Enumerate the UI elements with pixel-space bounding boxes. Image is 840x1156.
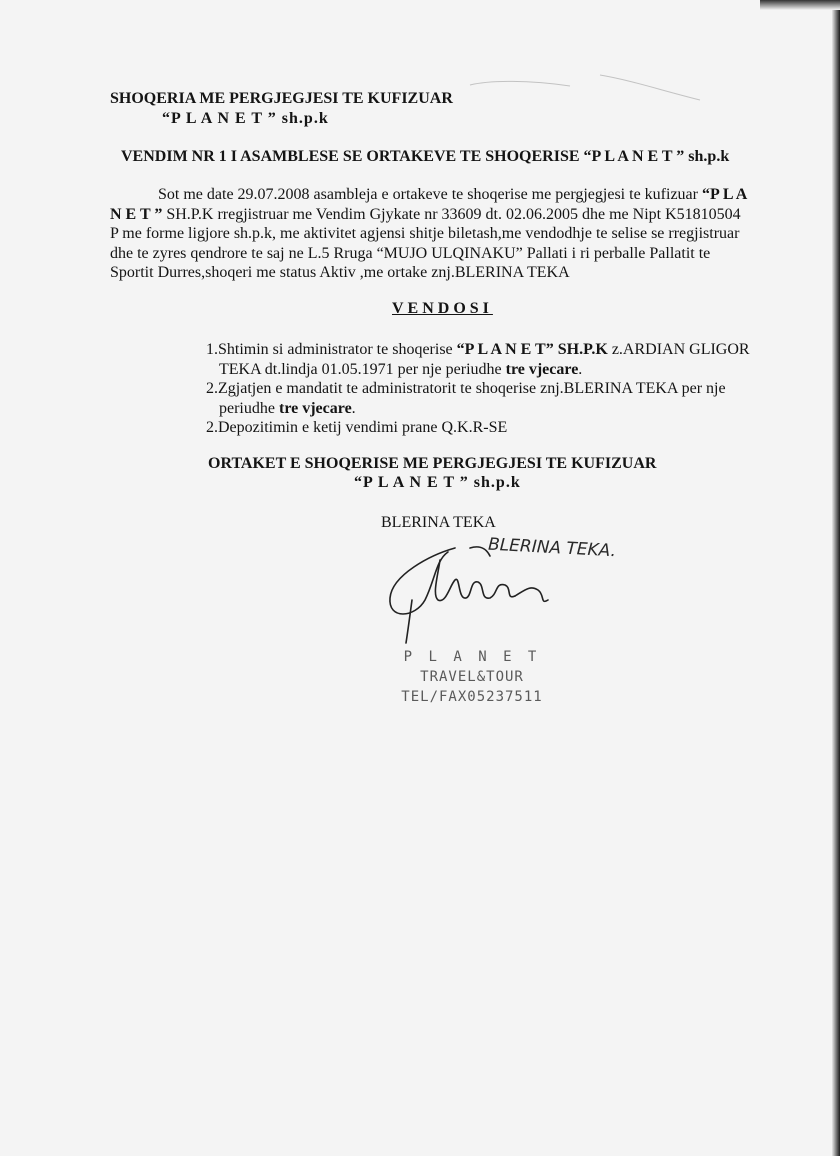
intro-line4: dhe te zyres qendrore te saj ne L.5 Rruga “MUJO ULQINAKU” Pallati i ri perballe Pallatit te (110, 244, 711, 262)
item1-company: “P L A N E T” SH.P.K (456, 341, 608, 358)
intro-line2: SH.P.K rregjistruar me Vendim Gjykate nr 33609 dt. 02.06.2005 dhe me Nipt K51810504 (162, 205, 741, 223)
intro-line5: Sportit Durres,shoqeri me status Aktiv ,me ortake znj.BLERINA TEKA (110, 264, 570, 281)
list-item: 1.Shtimin si administrator te shoqerise “P L A N E T” SH.P.K z.ARDIAN GLIGOR (206, 341, 750, 358)
list-item: 2.Zgjatjen e mandatit te administratorit te shoqerise znj.BLERINA TEKA per nje (206, 380, 726, 397)
company-line: SHOQERIA ME PERGJEGJESI TE KUFIZUAR (110, 90, 453, 107)
signatory-name: BLERINA TEKA (381, 514, 496, 531)
intro-line1: Sot me date 29.07.2008 asambleja e ortakeve te shoqerise me pergjegjesi te kufizuar (158, 186, 702, 203)
intro-line3: P me forme ligjore sh.p.k, me aktivitet agjensi shitje biletash,me vendodhje te selise se rregjistruar (110, 225, 740, 242)
stamp-line-1: P L A N E T (403, 649, 541, 665)
partners-line: ORTAKET E SHOQERISE ME PERGJEGJESI TE KUFIZUAR (208, 455, 657, 472)
list-item: 2.Depozitimin e ketij vendimi prane Q.K.R-SE (206, 419, 508, 436)
stamp-line-3: TEL/FAX05237511 (401, 689, 543, 705)
stamp-line-2: TRAVEL&TOUR (420, 669, 524, 685)
company-stamp (392, 647, 552, 707)
company-name: “P L A N E T ” sh.p.k (162, 110, 329, 127)
list-item-continuation: periudhe tre vjecare. (219, 399, 356, 417)
intro-line1-company: “P L A (701, 186, 748, 203)
partners-company: “P L A N E T ” sh.p.k (354, 474, 521, 491)
vendosi-heading: VENDOSI (392, 300, 493, 317)
list-item-continuation: TEKA dt.lindja 01.05.1971 per nje periudhe tre vjecare. (219, 360, 583, 378)
decision-title: VENDIM NR 1 I ASAMBLESE SE ORTAKEVE TE SHOQERISE “P L A N E T ” sh.p.k (121, 148, 730, 165)
intro-line2-company: N E T ” (110, 205, 163, 223)
handwritten-name: BLERINA TEKA. (487, 534, 617, 562)
